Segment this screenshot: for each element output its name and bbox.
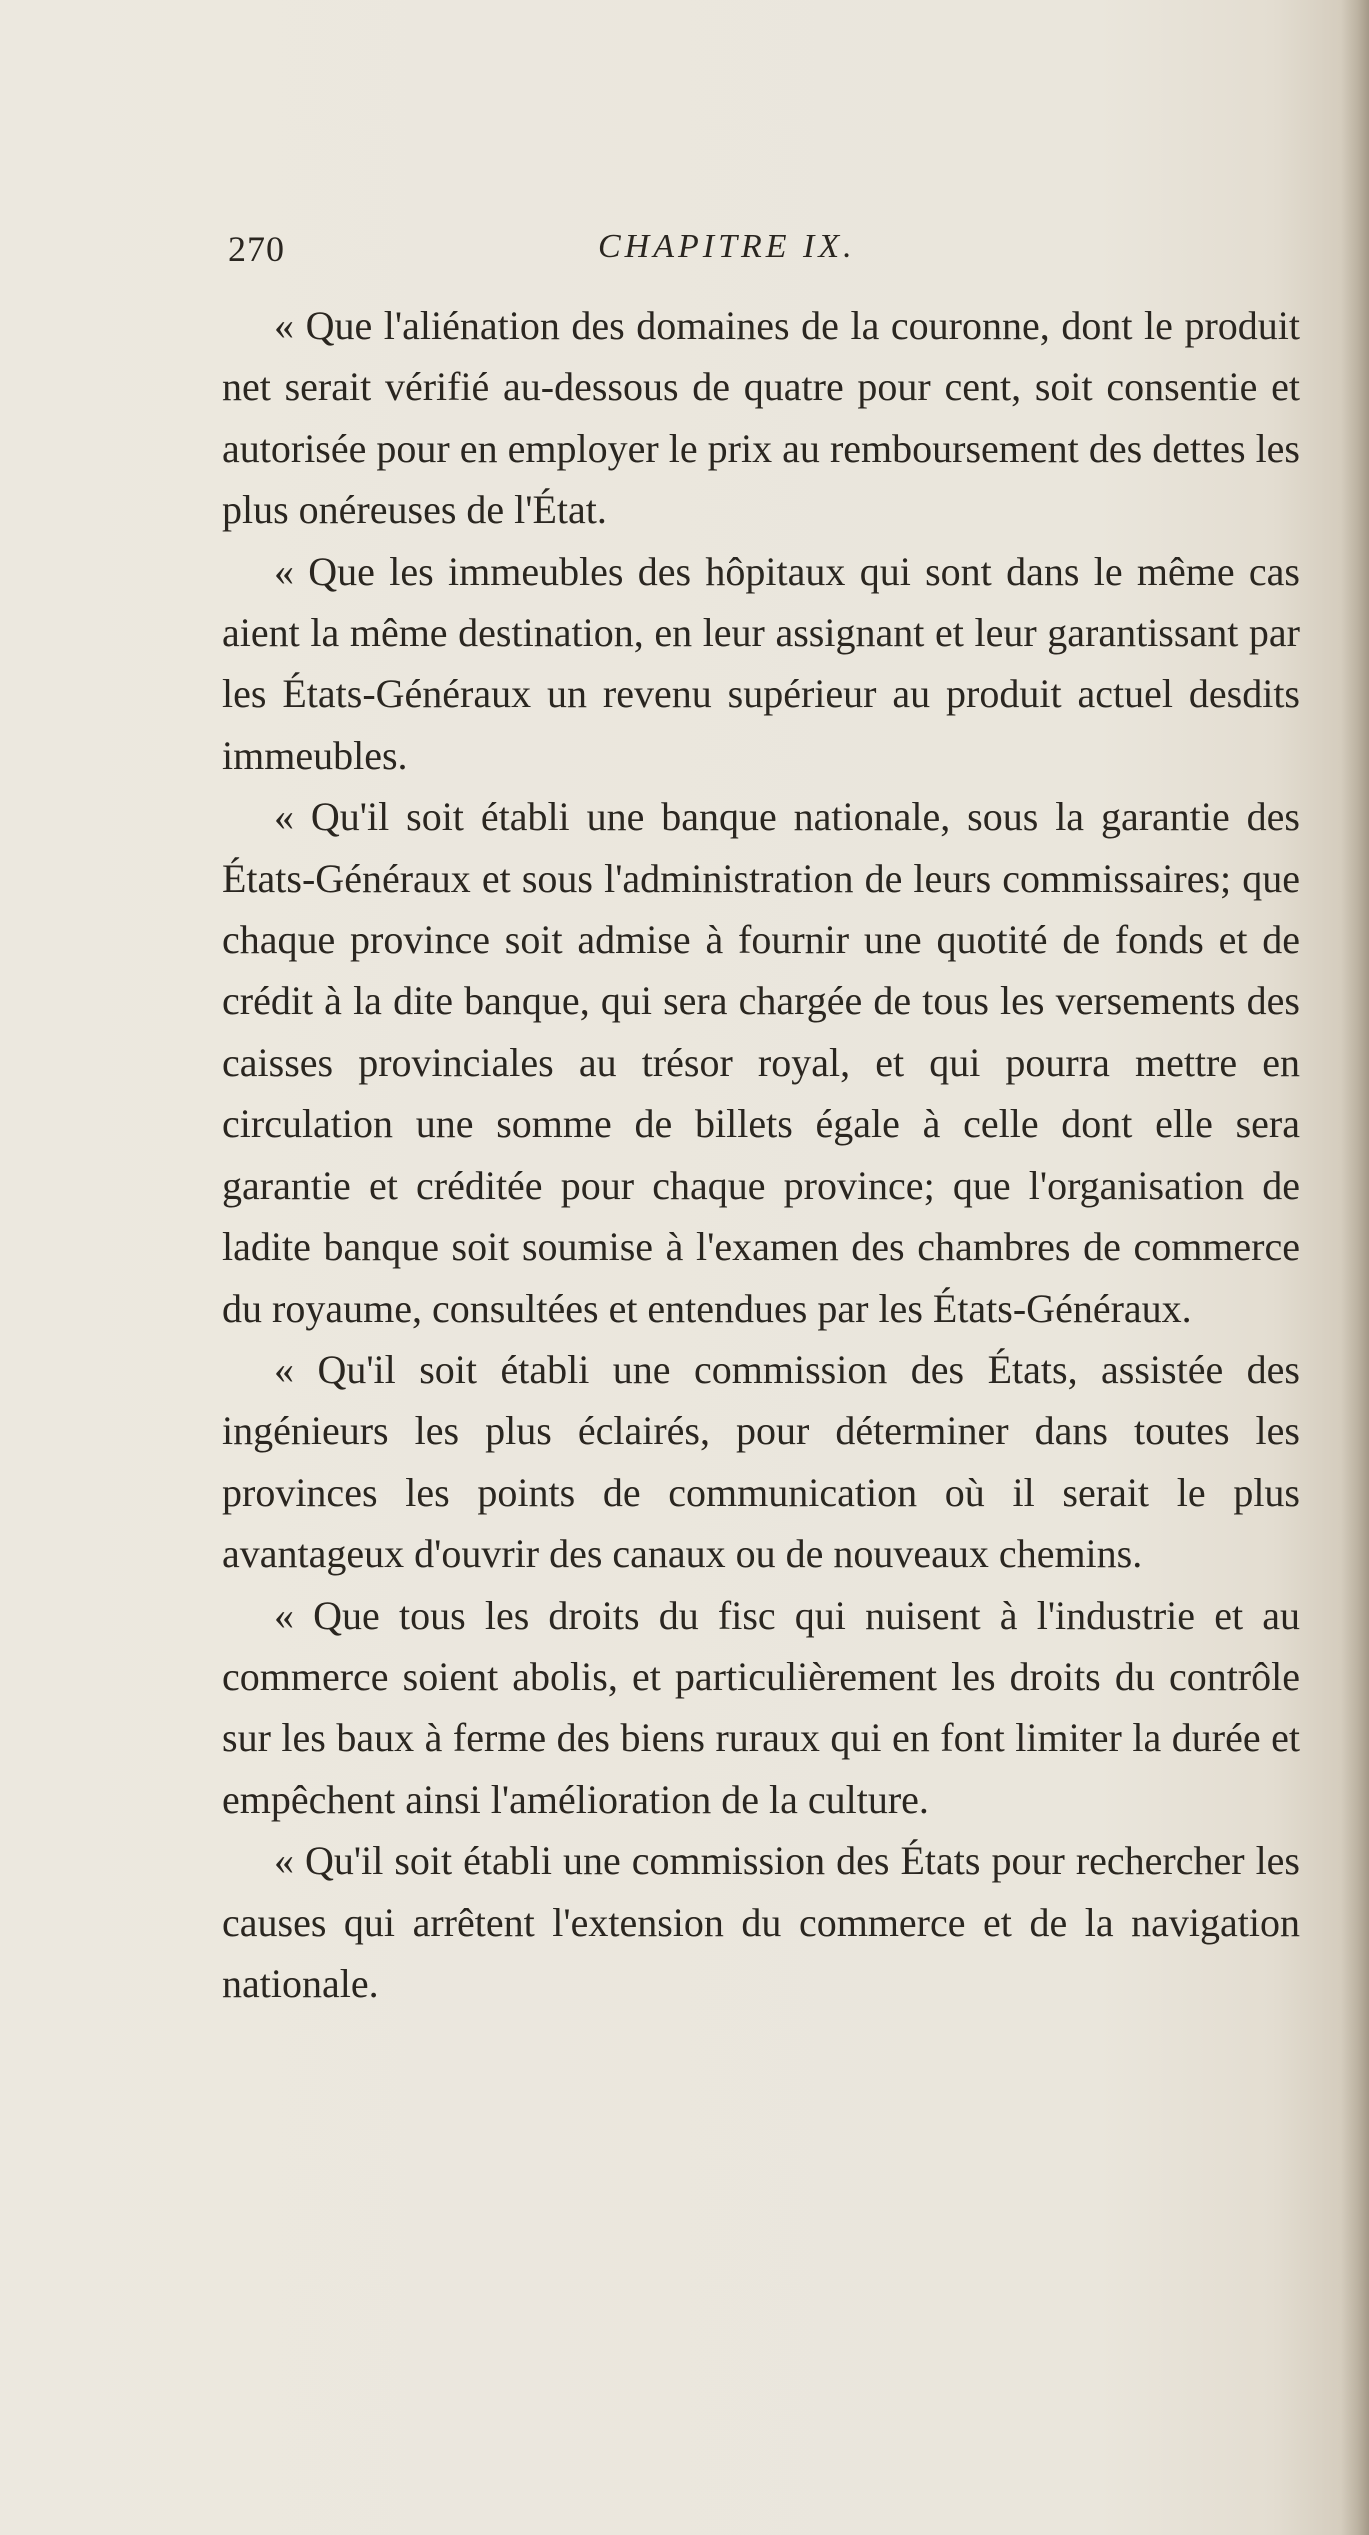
paragraph: « Que tous les droits du fisc qui nuisent à l'industrie et au commerce soient abolis, et particulièrement les droits du contrôle sur les baux à ferme des biens ruraux qui en font limiter la durée et empêchent ainsi l'amélioration de la culture.	[222, 1592, 1300, 1822]
paragraph: « Que l'aliénation des domaines de la couronne, dont le produit net serait vérifié au-dessous de quatre pour cent, soit consentie et autorisée pour en employer le prix au remboursement des dettes les plus onéreuses de l'État.	[222, 303, 1300, 533]
body-text	[222, 295, 1300, 2014]
page-header	[228, 228, 1308, 288]
paragraph: « Que les immeubles des hôpitaux qui sont dans le même cas aient la même destination, en leur assignant et leur garantissant par les États-Généraux un revenu supérieur au produit actuel desdits immeubles.	[222, 548, 1300, 778]
running-head: CHAPITRE IX.	[598, 228, 856, 265]
page-edge-shadow	[1341, 0, 1369, 2535]
paragraph: « Qu'il soit établi une commission des États, assistée des ingénieurs les plus éclairés, pour déterminer dans toutes les provinces les points de communication où il serait le plus avantageux d'ouvrir des canaux ou de nouveaux chemins.	[222, 1346, 1300, 1577]
page-number: 270	[228, 229, 285, 269]
paragraph: « Qu'il soit établi une commission des États pour rechercher les causes qui arrêtent l'extension du commerce et de la navigation nationale.	[222, 1838, 1300, 2006]
paragraph: « Qu'il soit établi une banque nationale, sous la garantie des États-Généraux et sous l'administration de leurs commissaires; que chaque province soit admise à fournir une quotité de fonds et de crédit à la dite banque, qui sera chargée de tous les versements des caisses provinciales au trésor royal, et qui pourra mettre en circulation une somme de billets égale à celle dont elle sera garantie et créditée pour chaque province; que l'organisation de ladite banque soit soumise à l'examen des chambres de commerce du royaume, consultées et entendues par les États-Généraux.	[222, 794, 1300, 1331]
